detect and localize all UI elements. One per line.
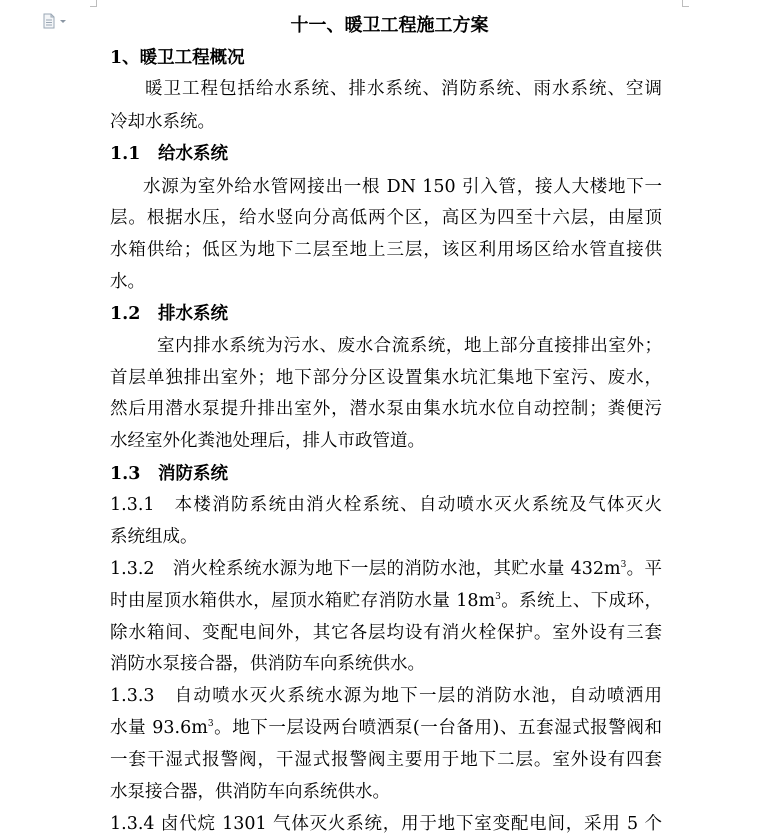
document-title: 十一、暖卫工程施工方案	[290, 15, 489, 36]
text-run: 1.3.2 消火栓系统水源为地下一层的消防水池，其贮水量 432m	[110, 559, 621, 579]
text-run: 时由屋顶水箱供水，屋顶水箱贮存消防水量 18m	[110, 591, 496, 611]
paragraph-line: 水。	[110, 272, 145, 292]
paragraph-line: 冷却水系统。	[110, 112, 215, 132]
page-corner-mark-right	[682, 0, 689, 7]
paragraph-line: 水源为室外给水管网接出一根 DN 150 引入管，接人大楼地下一	[143, 177, 662, 197]
paragraph-line: 水泵接合器，供消防车向系统供水。	[110, 782, 390, 802]
paragraph-line: 1.3.1 本楼消防系统由消火栓系统、自动喷水灭火系统及气体灭火	[110, 495, 662, 515]
paragraph-line: 一套干湿式报警阀，干湿式报警阀主要用于地下二层。室外设有四套	[110, 750, 662, 770]
paragraph-line: 1.3.4 卤代烷 1301 气体灭火系统，用于地下室变配电间，采用 5 个	[110, 814, 662, 834]
paragraph-line: 室内排水系统为污水、废水合流系统，地上部分直接排出室外；	[157, 336, 662, 356]
paragraph-line: 层。根据水压，给水竖向分高低两个区，高区为四至十六层，由屋顶	[110, 208, 662, 228]
section-title: 排水系统	[158, 304, 228, 324]
superscript: 3	[207, 719, 214, 730]
paragraph-line: 首层单独排出室外；地下部分分区设置集水坑汇集地下室污、废水，	[110, 368, 662, 388]
page-corner-mark-left	[90, 0, 97, 7]
section-number: 1.3	[110, 464, 141, 484]
section-number: 1.1	[110, 144, 141, 164]
paragraph-line	[110, 558, 662, 580]
paragraph-line: 暖卫工程包括给水系统、排水系统、消防系统、雨水系统、空调	[145, 79, 662, 99]
superscript: 3	[495, 592, 501, 603]
paragraph-line	[110, 590, 662, 612]
paragraph-line: 除水箱间、变配电间外，其它各层均设有消火栓保护。室外设有三套	[110, 623, 662, 643]
section-heading-1: 1、暖卫工程概况	[110, 48, 245, 68]
paragraph-line: 1.3.3 自动喷水灭火系统水源为地下一层的消防水池，自动喷洒用	[110, 686, 662, 706]
section-number: 1.2	[110, 304, 141, 324]
text-run: 。平	[626, 559, 663, 579]
paragraph-line	[110, 717, 662, 739]
section-heading-1-2	[110, 303, 228, 325]
section-title: 给水系统	[158, 144, 228, 164]
paragraph-line: 系统组成。	[110, 527, 198, 547]
section-heading-1-3	[110, 463, 228, 485]
paragraph-line: 水经室外化粪池处理后，排人市政管道。	[110, 431, 425, 451]
paragraph-line: 消防水泵接合器，供消防车向系统供水。	[110, 654, 425, 674]
paragraph-line: 水箱供给；低区为地下二层至地上三层，该区利用场区给水管直接供	[110, 240, 662, 260]
text-run: 。地下一层设两台喷洒泵(一台备用)、五套湿式报警阀和	[213, 718, 662, 738]
section-title: 消防系统	[158, 464, 228, 484]
superscript: 3	[620, 560, 627, 571]
paragraph-line: 然后用潜水泵提升排出室外，潜水泵由集水坑水位自动控制；粪便污	[110, 399, 662, 419]
text-run: 。系统上、下成环，	[500, 591, 662, 611]
text-run: 水量 93.6m	[110, 718, 208, 738]
section-heading-1-1	[110, 143, 228, 165]
